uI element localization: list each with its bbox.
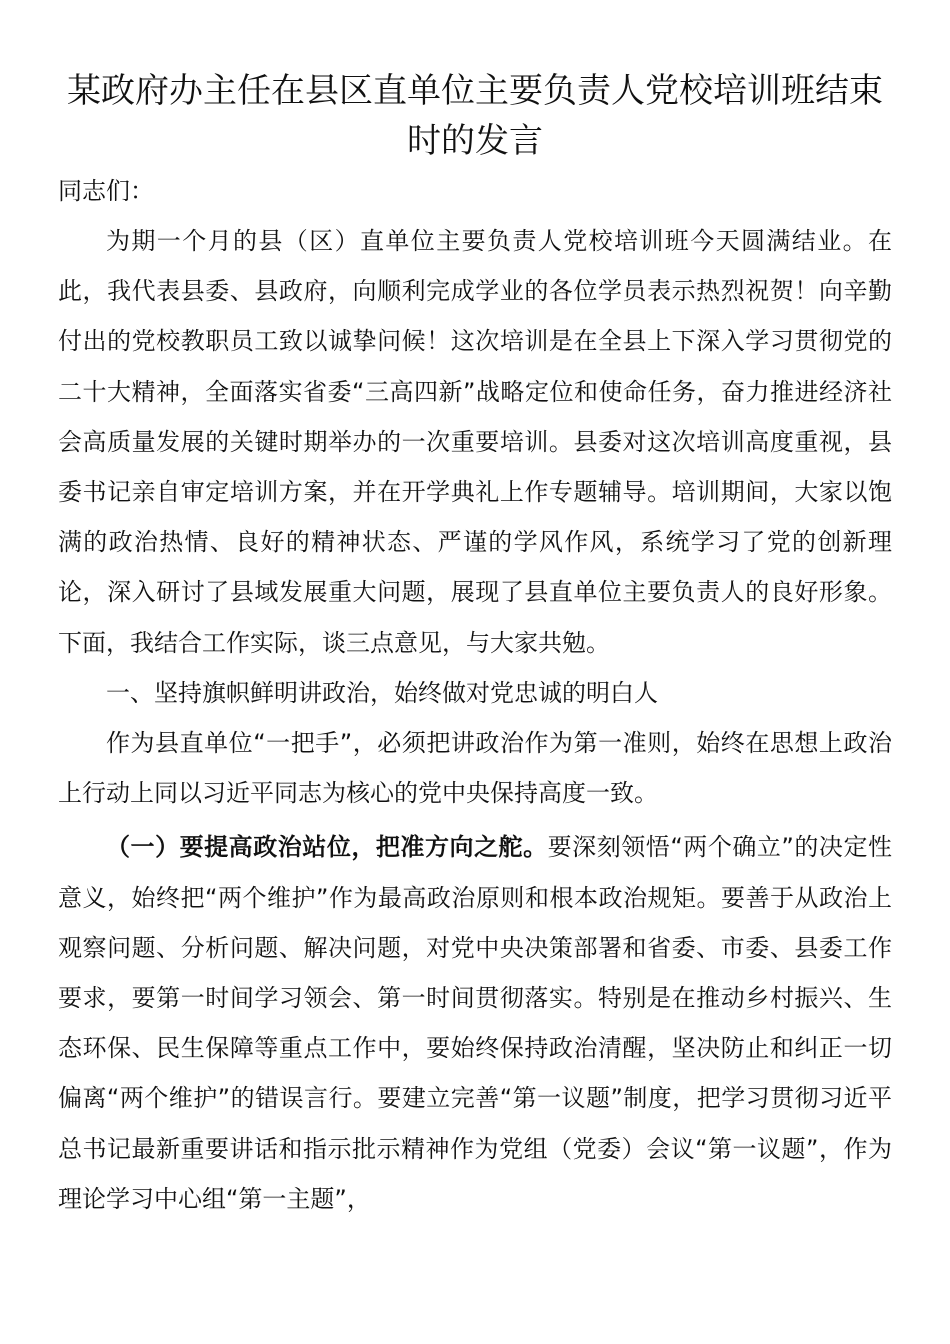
section-1-heading: 一、坚持旗帜鲜明讲政治，始终做对党忠诚的明白人 (106, 678, 658, 707)
document-title: 某政府办主任在县区直单位主要负责人党校培训班结束时的发言 (67, 71, 883, 161)
subsection-1-text: 要深刻领悟“两个确立”的决定性意义，始终把“两个维护”作为最高政治原则和根本政治规矩。要善于从政治上观察问题、分析问题、解决问题，对党中央决策部署和省委、市委、县委工作要求，要第一时间学习领会、第一时间贯彻落实。特别是在推动乡村振兴、生态环保、民生保障等重点工作中，要始终保持政治清醒，坚决防止和纠正一切偏离“两个维护”的错误言行。要建立完善“第一议题”制度，把学习贯彻习近平总书记最新重要讲话和指示批示精神作为党组（党委）会议“第一议题”，作为理论学习中心组“第一主题”， (58, 833, 892, 1213)
subsection-1-lead: （一）要提高政治站位，把准方向之舵。 (106, 833, 548, 862)
document-page (58, 66, 892, 1224)
section-1-paragraph: 作为县直单位“一把手”，必须把讲政治作为第一准则，始终在思想上政治上行动上同以习近平同志为核心的党中央保持高度一致。 (58, 729, 892, 808)
subsection-1-paragraph (58, 822, 892, 1224)
salutation: 同志们： (58, 177, 154, 205)
intro-paragraph: 为期一个月的县（区）直单位主要负责人党校培训班今天圆满结业。在此，我代表县委、县政府，向顺利完成学业的各位学员表示热烈祝贺！向辛勤付出的党校教职员工致以诚挚问候！这次培训是在全县上下深入学习贯彻党的二十大精神，全面落实省委“三高四新”战略定位和使命任务，奋力推进经济社会高质量发展的关键时期举办的一次重要培训。县委对这次培训高度重视，县委书记亲自审定培训方案，并在开学典礼上作专题辅导。培训期间，大家以饱满的政治热情、良好的精神状态、严谨的学风作风，系统学习了党的创新理论，深入研讨了县域发展重大问题，展现了县直单位主要负责人的良好形象。下面，我结合工作实际，谈三点意见，与大家共勉。 (58, 227, 892, 657)
